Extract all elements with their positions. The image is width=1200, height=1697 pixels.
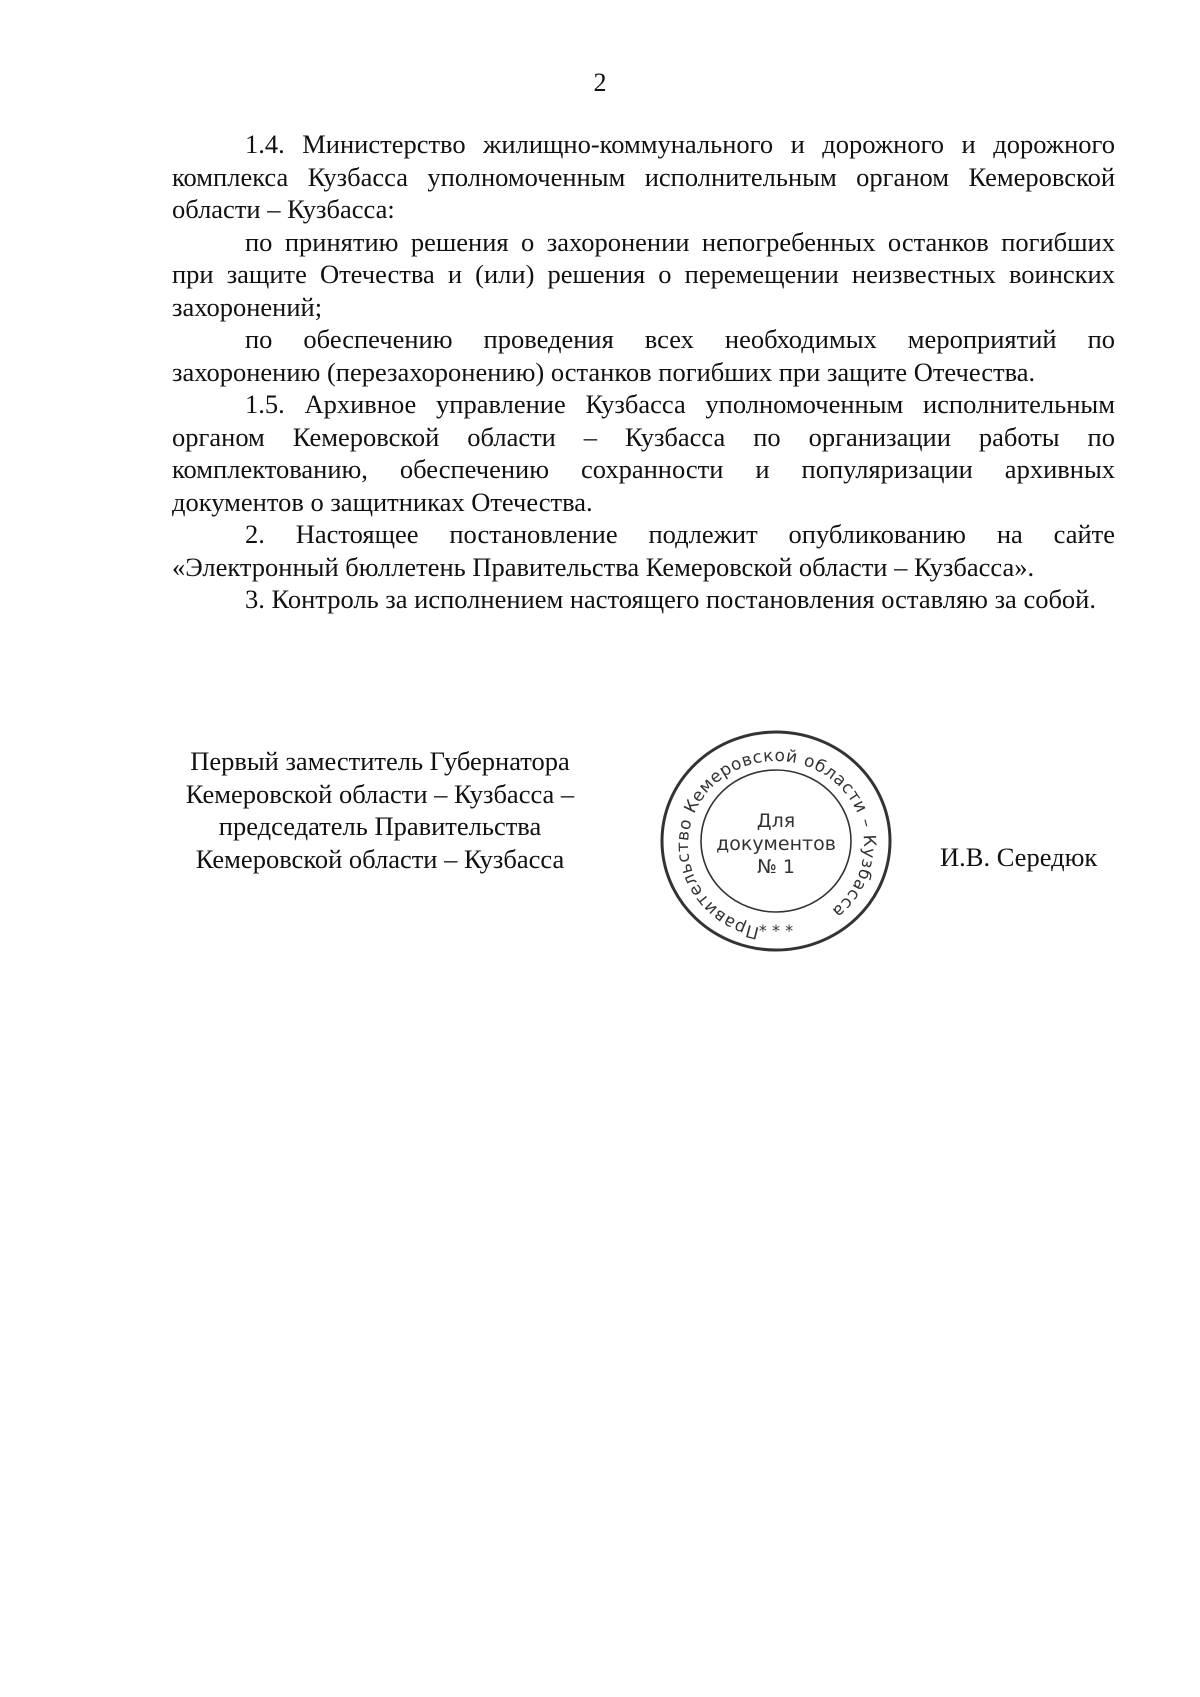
signature-title-line: Первый заместитель Губернатора [190,746,570,776]
paragraph-1-4: 1.4. Министерство жилищно-коммунального и дорожного и дорожного комплекса Кузбасса уполномоченным исполнительным органом Кемеровской области – Кузбасса: [172,129,1115,224]
signatory-name: И.В. Середюк [940,842,1098,872]
signature-title [160,745,600,875]
signature-title-line: председатель Правительства [218,811,542,841]
seal-center-line-3: № 1 [757,856,795,878]
paragraph-1-4-item-1: по принятию решения о захоронении непогребенных останков погибших при защите Отечества и (или) решения о перемещении неизвестных воинских захоронений; [172,226,1115,322]
signature-title-line: Кемеровской области – Кузбасса – [185,778,575,809]
paragraph-1-4-item-2: по обеспечению проведения всех необходимых мероприятий по захоронению (перезахоронению) останков погибших при защите Отечества. [172,324,1115,387]
paragraph-2: 2. Настоящее постановление подлежит опубликованию на сайте «Электронный бюллетень Правительства Кемеровской области – Кузбасса». [172,519,1115,582]
official-seal [656,726,896,956]
seal-center-line-2: документов [716,833,836,855]
seal-ring-text: Правительство Кемеровской области – Кузбасса [672,745,880,943]
document-body [172,128,1115,616]
seal-center-line-1: Для [756,810,796,832]
paragraph-1-5: 1.5. Архивное управление Кузбасса уполномоченным исполнительным органом Кемеровской области – Кузбасса по организации работы по комплектованию, обеспечению сохранности и популяризации архивных документов о защитниках Отечества. [172,389,1115,517]
paragraph-3: 3. Контроль за исполнением настоящего постановления оставляю за собой. [245,584,1096,614]
signature-title-line: Кемеровской области – Кузбасса [195,843,565,874]
page-number: 2 [593,68,607,97]
seal-stars: * * * [758,921,794,940]
